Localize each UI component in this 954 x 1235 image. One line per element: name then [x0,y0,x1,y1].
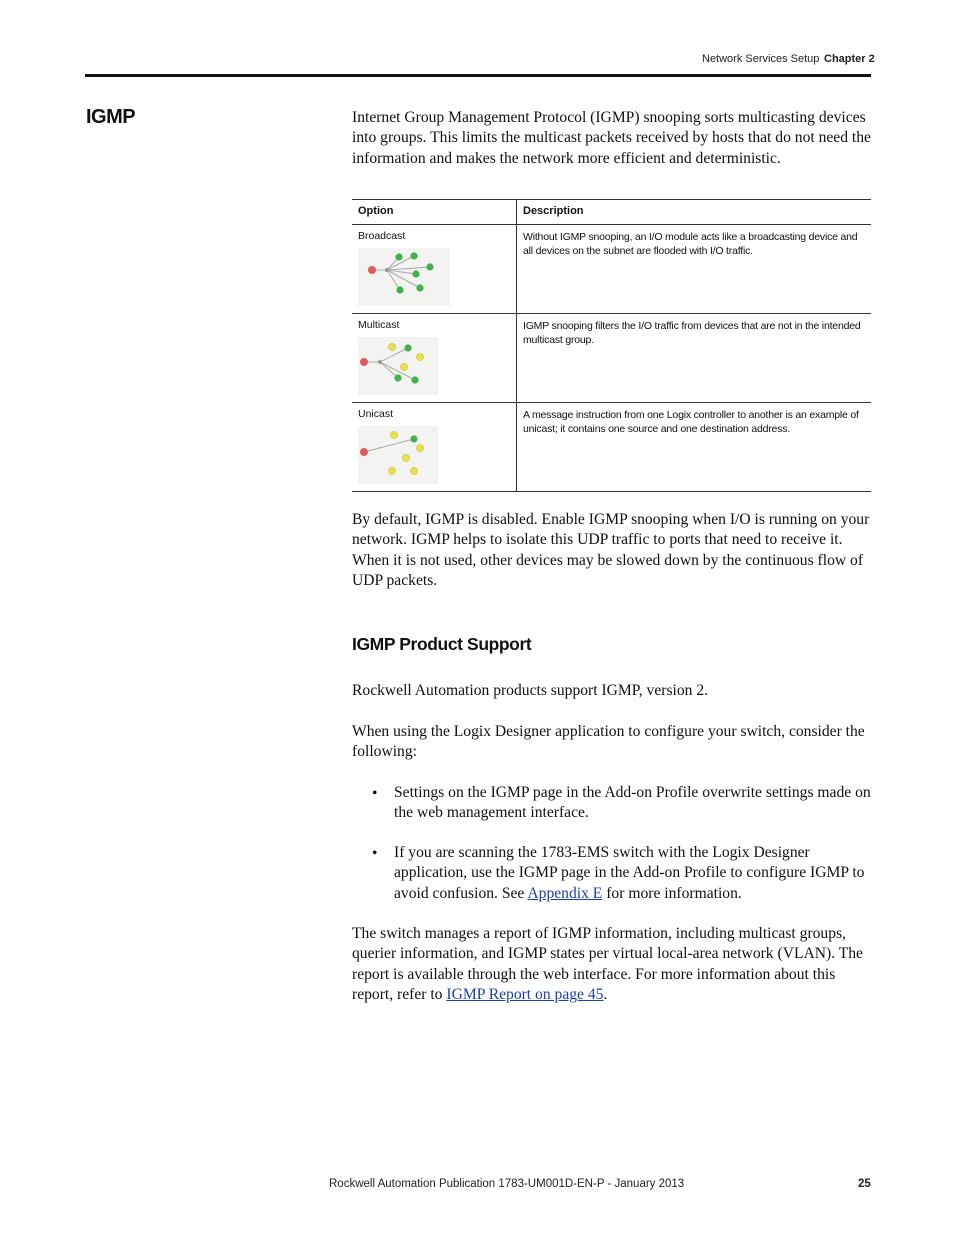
running-header-chapter: Chapter 2 [824,53,875,65]
nonmember-node [402,454,409,461]
hub-node [378,360,382,364]
intro-paragraph: Internet Group Management Protocol (IGMP) snooping sorts multicasting devices into groups. This limits the multicast packets received by hosts that do not need the information and makes the network more efficient and deterministic. [352,109,871,167]
option-label: Multicast [358,319,400,331]
subsection-title: IGMP Product Support [352,634,532,654]
hub-node [385,268,389,272]
nonmember-node [416,353,423,360]
diagram-background [358,426,438,484]
running-header-section: Network Services Setup [702,53,820,65]
source-node [368,266,376,274]
nonmember-node [400,363,407,370]
bullet-item: Settings on the IGMP page in the Add-on Profile overwrite settings made on the web management interface. [394,784,871,822]
report-text: The switch manages a report of IGMP information, including multicast groups, querier information, and IGMP states per virtual local-area network (VLAN). The report is available through the web interface. For more information about this report, refer to [352,925,863,1004]
table-row [352,225,871,314]
member-node [426,263,433,270]
igmp-options-table [352,199,871,492]
report-text: . [603,986,608,1004]
section-title: IGMP [86,106,136,128]
bullet-item [394,843,872,904]
footer-publication: Rockwell Automation Publication 1783-UM001D-EN-P - January 2013 [329,1178,685,1190]
table-row [352,314,871,403]
option-label: Unicast [358,408,394,420]
igmp-report-link[interactable]: IGMP Report on page 45 [446,986,604,1004]
nonmember-node [390,431,397,438]
header-rule [85,74,871,77]
bullet-text: for more information. [602,884,742,902]
member-node [416,284,423,291]
source-node [360,358,368,366]
member-node [411,376,418,383]
diagram-background [358,337,438,395]
table-header-row [352,200,871,225]
option-cell [352,314,517,403]
member-node [410,252,417,259]
bullet-marker: • [372,785,378,802]
description-cell: A message instruction from one Logix controller to another is an example of unicast; it contains one source and one destination address. [517,403,872,492]
destination-node [410,435,417,442]
nonmember-node [410,467,417,474]
bullet-marker: • [372,845,378,862]
column-header-description: Description [517,200,872,225]
multicast-diagram [358,337,438,395]
support-paragraph: Rockwell Automation products support IGMP, version 2. [352,682,709,699]
option-label: Broadcast [358,230,406,242]
member-node [412,270,419,277]
broadcast-diagram [358,248,450,306]
report-paragraph [352,924,872,1006]
member-node [395,253,402,260]
member-node [404,344,411,351]
diagram-background [358,248,450,306]
option-cell [352,403,517,492]
default-paragraph: By default, IGMP is disabled. Enable IGMP snooping when I/O is running on your network. IGMP helps to isolate this UDP traffic to ports that need to receive it. When it is not used, other devices may be slowed down by the continuous flow of UDP packets. [352,511,870,590]
source-node [360,448,368,456]
option-cell [352,225,517,314]
description-cell: Without IGMP snooping, an I/O module acts like a broadcasting device and all devices on the subnet are flooded with I/O traffic. [517,225,872,314]
nonmember-node [388,343,395,350]
column-header-option: Option [352,200,517,225]
description-cell: IGMP snooping filters the I/O traffic from devices that are not in the intended multicast group. [517,314,872,403]
bullet-text: If you are scanning the 1783-EMS switch with the Logix Designer application, use the IGMP page in the Add-on Profile to configure IGMP to avoid confusion. See [394,844,865,902]
appendix-e-link[interactable]: Appendix E [527,884,603,902]
member-node [396,286,403,293]
nonmember-node [416,444,423,451]
table-row [352,403,871,492]
page-number: 25 [858,1178,871,1190]
nonmember-node [388,467,395,474]
logix-paragraph: When using the Logix Designer application to configure your switch, consider the following: [352,723,865,761]
member-node [394,374,401,381]
unicast-diagram [358,426,438,484]
